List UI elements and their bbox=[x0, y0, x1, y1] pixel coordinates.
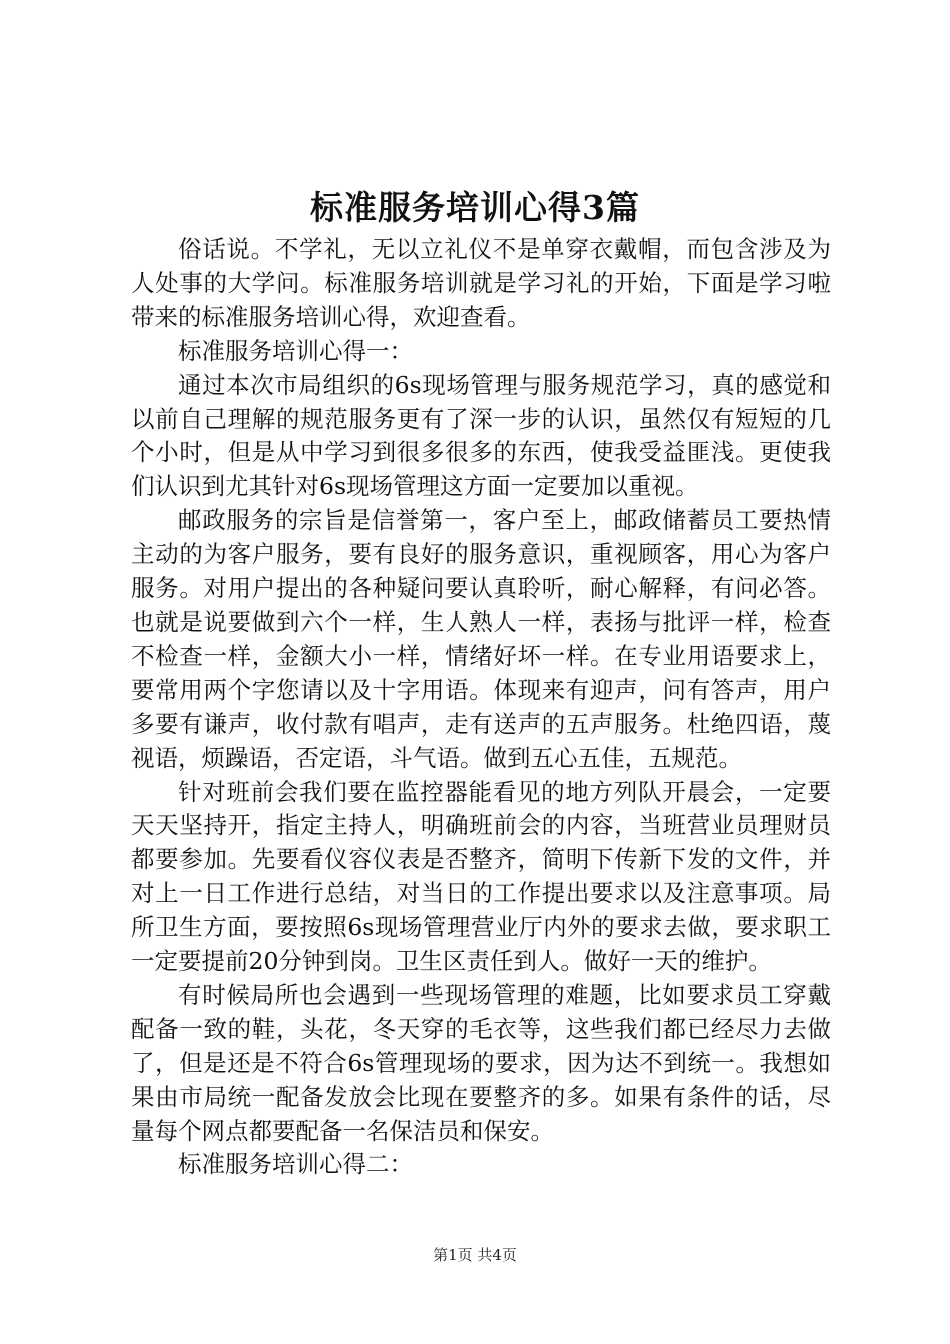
intro-paragraph: 俗话说。不学礼，无以立礼仪不是单穿衣戴帽，而包含涉及为人处事的大学问。标准服务培训就是学习礼的开始，下面是学习啦带来的标准服务培训心得，欢迎查看。 bbox=[131, 235, 831, 331]
document-body bbox=[131, 233, 831, 1182]
body-paragraph: 针对班前会我们要在监控器能看见的地方列队开晨会，一定要天天坚持开，指定主持人，明确班前会的内容，当班营业员理财员都要参加。先要看仪容仪表是否整齐，简明下传新下发的文件，并对上一日工作进行总结，对当日的工作提出要求以及注意事项。局所卫生方面，要按照6s现场管理营业厅内外的要求去做，要求职工一定要提前20分钟到岗。卫生区责任到人。做好一天的维护。 bbox=[131, 777, 831, 976]
body-paragraph: 有时候局所也会遇到一些现场管理的难题，比如要求员工穿戴配备一致的鞋，头花，冬天穿的毛衣等，这些我们都已经尽力去做了，但是还是不符合6s管理现场的要求，因为达不到统一。我想如果由市局统一配备发放会比现在要整齐的多。如果有条件的话，尽量每个网点都要配备一名保洁员和保安。 bbox=[131, 980, 831, 1145]
section-heading-2: 标准服务培训心得二： bbox=[178, 1150, 413, 1179]
document-title: 标准服务培训心得3篇 bbox=[310, 188, 640, 227]
body-paragraph: 通过本次市局组织的6s现场管理与服务规范学习，真的感觉和以前自己理解的规范服务更有了深一步的认识，虽然仅有短短的几个小时，但是从中学习到很多很多的东西，使我受益匪浅。更使我们认识到尤其针对6s现场管理这方面一定要加以重视。 bbox=[131, 370, 831, 501]
page-footer: 第1页 共4页 bbox=[433, 1246, 517, 1264]
body-paragraph: 邮政服务的宗旨是信誉第一，客户至上，邮政储蓄员工要热情主动的为客户服务，要有良好的服务意识，重视顾客，用心为客户服务。对用户提出的各种疑问要认真聆听，耐心解释，有问必答。也就是说要做到六个一样，生人熟人一样，表扬与批评一样，检查不检查一样，金额大小一样，情绪好坏一样。在专业用语要求上，要常用两个字您请以及十字用语。体现来有迎声，问有答声，用户多要有谦声，收付款有唱声，走有送声的五声服务。杜绝四语，蔑视语，烦躁语，否定语，斗气语。做到五心五佳，五规范。 bbox=[131, 506, 831, 772]
section-heading-1: 标准服务培训心得一： bbox=[178, 336, 413, 365]
